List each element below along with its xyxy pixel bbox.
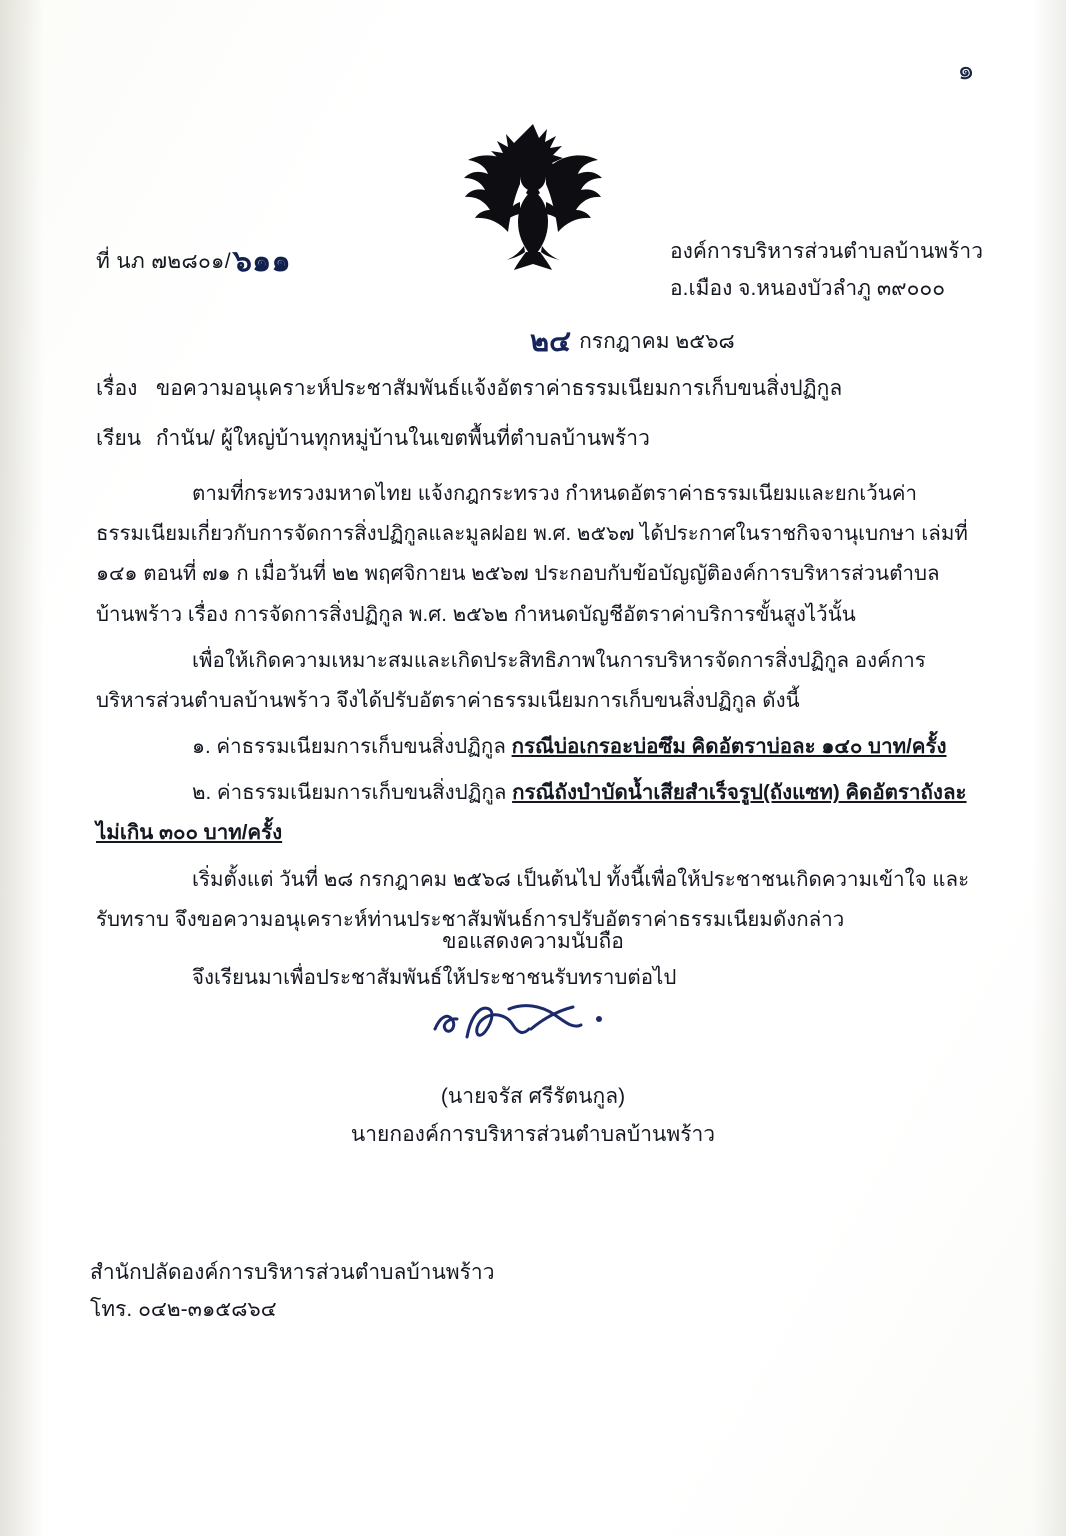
document-date (530, 318, 735, 364)
document-footer (90, 1255, 495, 1329)
organization-block (670, 234, 983, 308)
date-month-year: กรกฎาคม ๒๕๖๘ (579, 330, 735, 353)
footer-office: สำนักปลัดองค์การบริหารส่วนตำบลบ้านพร้าว (90, 1261, 495, 1284)
fee-item-1 (96, 727, 976, 767)
fee-item-2-prefix: ๒. ค่าธรรมเนียมการเก็บขนสิ่งปฏิกูล (192, 781, 513, 805)
fee-item-2-rate: กรณีถังบำบัดน้ำเสียสำเร็จรูป(ถังแซท) คิดอัตราถังละไม่เกิน ๓๐๐ บาท/ครั้ง (96, 781, 967, 845)
organization-name: องค์การบริหารส่วนตำบลบ้านพร้าว (670, 240, 984, 263)
paragraph-1: ตามที่กระทรวงมหาดไทย แจ้งกฎกระทรวง กำหนดอัตราค่าธรรมเนียมและยกเว้นค่าธรรมเนียมเกี่ยวกับการจัดการสิ่งปฏิกูลและมูลฝอย พ.ศ. ๒๕๖๗ ได้ประกาศในราชกิจจานุเบกษา เล่มที่ ๑๔๑ ตอนที่ ๗๑ ก เมื่อวันที่ ๒๒ พฤศจิกายน ๒๕๖๗ ประกอบกับข้อบัญญัติองค์การบริหารส่วนตำบลบ้านพร้าว เรื่อง การจัดการสิ่งปฏิกูล พ.ศ. ๒๕๖๒ กำหนดบัญชีอัตราค่าบริการขั้นสูงไว้นั้น (96, 482, 968, 626)
paragraph-2: เพื่อให้เกิดความเหมาะสมและเกิดประสิทธิภาพในการบริหารจัดการสิ่งปฏิกูล องค์การบริหารส่วนตำบลบ้านพร้าว จึงได้ปรับอัตราค่าธรรมเนียมการเก็บขนสิ่งปฏิกูล ดังนี้ (96, 648, 926, 712)
organization-address: อ.เมือง จ.หนองบัวลำภู ๓๙๐๐๐ (670, 276, 946, 300)
date-day-handwritten: ๒๔ (530, 326, 572, 358)
signer-block (30, 1078, 1036, 1154)
signer-name: (นายจรัส ศรีรัตนกูล) (440, 1085, 626, 1108)
recipient-text: กำนัน/ ผู้ใหญ่บ้านทุกหมู่บ้านในเขตพื้นที่ตำบลบ้านพร้าว (155, 427, 650, 450)
document-number-handwritten: ๖๑๑ (232, 245, 291, 278)
subject-row (96, 372, 842, 405)
fee-item-1-prefix: ๑. ค่าธรรมเนียมการเก็บขนสิ่งปฏิกูล (192, 735, 512, 759)
document-number-label: ที่ นภ ๗๒๘๐๑/ (96, 250, 231, 273)
fee-item-2 (96, 773, 976, 853)
signature-mark (423, 985, 643, 1057)
garuda-emblem (458, 118, 608, 270)
closing-phrase: ขอแสดงความนับถือ (442, 930, 624, 953)
fee-item-1-rate: กรณีบ่อเกรอะบ่อซึม คิดอัตราบ่อละ ๑๔๐ บาท/ครั้ง (511, 735, 947, 759)
recipient-row (96, 422, 650, 455)
document-sheet (30, 0, 1036, 1536)
footer-phone: โทร. ๐๔๒-๓๑๕๘๖๔ (90, 1297, 277, 1321)
page-number: ๑ (955, 54, 976, 86)
subject-text: ขอความอนุเคราะห์ประชาสัมพันธ์แจ้งอัตราค่าธรรมเนียมการเก็บขนสิ่งปฏิกูล (155, 377, 843, 400)
recipient-label: เรียน (96, 427, 142, 450)
document-number (96, 238, 291, 285)
subject-label: เรื่อง (96, 377, 138, 400)
signer-title: นายกองค์การบริหารส่วนตำบลบ้านพร้าว (350, 1122, 716, 1146)
paragraph-4: จึงเรียนมาเพื่อประชาสัมพันธ์ให้ประชาชนรับทราบต่อไป (192, 965, 677, 989)
paragraph-3: เริ่มตั้งแต่ วันที่ ๒๘ กรกฎาคม ๒๕๖๘ เป็นต้นไป ทั้งนี้เพื่อให้ประชาชนเกิดความเข้าใจ และรับทราบ จึงขอความอนุเคราะห์ท่านประชาสัมพันธ์การปรับอัตราค่าธรรมเนียมดังกล่าว (96, 867, 970, 931)
